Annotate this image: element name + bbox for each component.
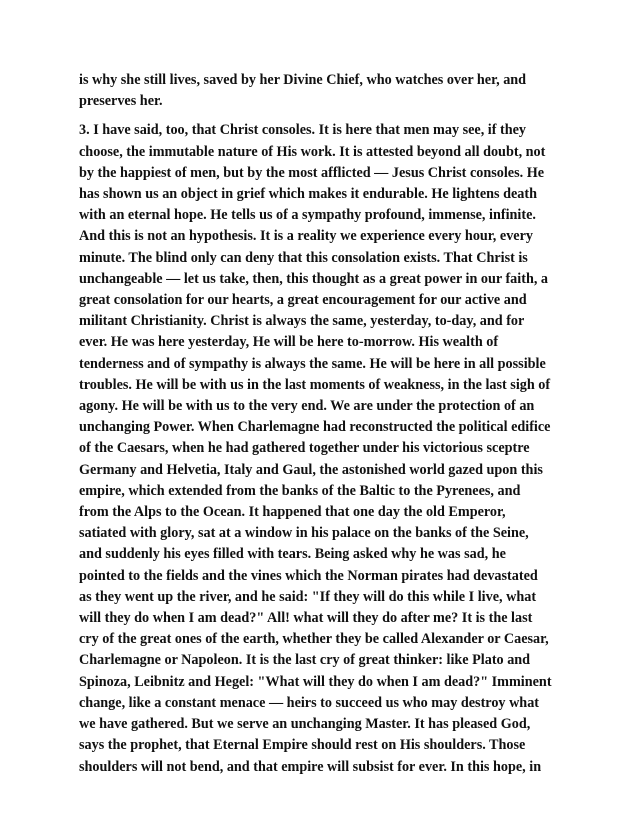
text-line: pointed to the fields and the vines which the Norman pirates had devastated	[79, 567, 538, 584]
text-line: we have gathered. But we serve an unchanging Master. It has pleased God,	[79, 716, 531, 733]
text-line: satiated with glory, sat at a window in his palace on the banks of the Seine,	[79, 525, 529, 542]
text-line: of the Caesars, when he had gathered together under his victorious sceptre	[79, 440, 530, 457]
text-line: And this is not an hypothesis. It is a reality we experience every hour, every	[79, 228, 533, 245]
text-line: as they went up the river, and he said: "If they will do this while I live, what	[79, 588, 537, 605]
text-line: says the prophet, that Eternal Empire should rest on His shoulders. Those	[79, 737, 526, 754]
text-line: from the Alps to the Ocean. It happened that one day the old Emperor,	[79, 504, 506, 521]
text-line: ever. He was here yesterday, He will be here to-morrow. His wealth of	[79, 334, 499, 351]
text-line: preserves her.	[79, 93, 163, 110]
text-line: militant Christianity. Christ is always the same, yesterday, to-day, and for	[79, 313, 525, 330]
text-line: Charlemagne or Napoleon. It is the last cry of great thinker: like Plato and	[79, 652, 531, 669]
text-line: with an eternal hope. He tells us of a sympathy profound, immense, infinite.	[79, 207, 536, 224]
text-line: has shown us an object in grief which makes it endurable. He lightens death	[79, 186, 537, 203]
text-line: great consolation for our hearts, a great encouragement for our active and	[79, 292, 527, 309]
text-line: is why she still lives, saved by her Divine Chief, who watches over her, and	[79, 72, 527, 88]
text-line: and suddenly his eyes filled with tears. Being asked why he was sad, he	[79, 546, 506, 563]
text-line: troubles. He will be with us in the last moments of weakness, in the last sigh of	[79, 376, 551, 393]
text-line: Spinoza, Leibnitz and Hegel: "What will they do when I am dead?" Imminent	[79, 673, 552, 690]
text-line: minute. The blind only can deny that this consolation exists. That Christ is	[79, 249, 528, 266]
text-line: choose, the immutable nature of His work. It is attested beyond all doubt, not	[79, 143, 546, 160]
text-line: cry of the great ones of the earth, whether they be called Alexander or Caesar,	[79, 631, 549, 648]
text-line: will they do when I am dead?" All! what will they do after me? It is the last	[79, 610, 533, 627]
text-line: by the happiest of men, but by the most afflicted — Jesus Christ consoles. He	[79, 164, 545, 181]
text-line: unchanging Power. When Charlemagne had reconstructed the political edifice	[79, 419, 551, 436]
text-line: empire, which extended from the banks of the Baltic to the Pyrenees, and	[79, 482, 521, 499]
text-line: Germany and Helvetia, Italy and Gaul, the astonished world gazed upon this	[79, 461, 543, 478]
text-line: tenderness and of sympathy is always the same. He will be here in all possible	[79, 355, 546, 372]
document-page	[79, 70, 567, 778]
text-line: agony. He will be with us to the very end. We are under the protection of an	[79, 398, 535, 415]
paragraph-1	[79, 70, 567, 112]
text-line: unchangeable — let us take, then, this thought as a great power in our faith, a	[79, 270, 549, 287]
paragraph-2	[79, 120, 567, 777]
text-line: change, like a constant menace — heirs to succeed us who may destroy what	[79, 694, 540, 711]
text-line: shoulders will not bend, and that empire will subsist for ever. In this hope, in	[79, 758, 542, 775]
text-line: 3. I have said, too, that Christ consoles. It is here that men may see, if they	[79, 122, 527, 139]
